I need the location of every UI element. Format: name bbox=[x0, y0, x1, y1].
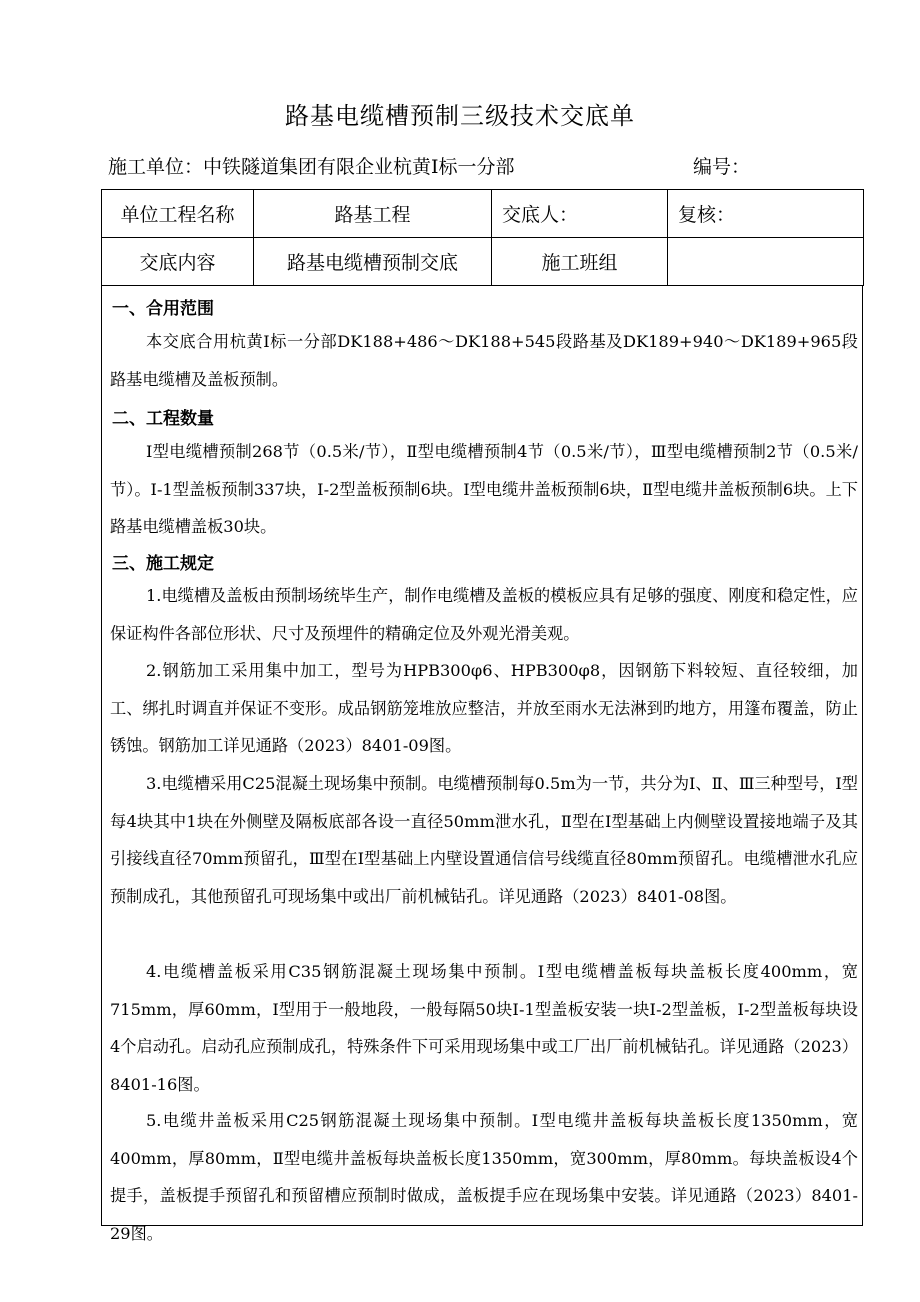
project-name-label: 单位工程名称 bbox=[102, 190, 254, 238]
regulation-item-5: 5.电缆井盖板采用C25钢筋混凝土现场集中预制。Ⅰ型电缆井盖板每块盖板长度1350mm，宽400mm，厚80mm，Ⅱ型电缆井盖板每块盖板长度1350mm，宽300mm，厚80mm。每块盖板设4个提手，盖板提手预留孔和预留槽应预制时做成，盖板提手应在现场集中安装。详见通路（2023）8401-29图。 bbox=[110, 1111, 858, 1243]
document-number-label: 编号： bbox=[693, 156, 751, 178]
regulation-item-4: 4.电缆槽盖板采用C35钢筋混凝土现场集中预制。Ⅰ型电缆槽盖板每块盖板长度400mm，宽715mm，厚60mm，Ⅰ型用于一般地段，一般每隔50块Ⅰ-1型盖板安装一块Ⅰ-2型盖板，Ⅰ-2型盖板每块设4个启动孔。启动孔应预制成孔，特殊条件下可采用现场集中或工厂出厂前机械钻孔。详见通路（2023）8401-16图。 bbox=[110, 962, 858, 1094]
header-table bbox=[101, 189, 864, 286]
project-name-value: 路基工程 bbox=[254, 190, 492, 238]
section-title-quantity: 二、工程数量 bbox=[112, 409, 214, 429]
section-quantity-paragraph: Ⅰ型电缆槽预制268节（0.5米/节），Ⅱ型电缆槽预制4节（0.5米/节），Ⅲ型电缆槽预制2节（0.5米/节）。Ⅰ-1型盖板预制337块，Ⅰ-2型盖板预制6块。Ⅰ型电缆井盖板预制6块，Ⅱ型电缆井盖板预制6块。上下路基电缆槽盖板30块。 bbox=[110, 442, 858, 536]
team-value bbox=[668, 238, 864, 286]
header-row-1 bbox=[102, 190, 864, 238]
regulation-item-2: 2.钢筋加工采用集中加工，型号为HPB300φ6、HPB300φ8，因钢筋下料较短、直径较细，加工、绑扎时调直并保证不变形。成品钢筋笼堆放应整洁，并放至雨水无法淋到旳地方，用篷布覆盖，防止锈蚀。钢筋加工详见通路（2023）8401-09图。 bbox=[110, 661, 858, 755]
document-title: 路基电缆槽预制三级技术交底单 bbox=[285, 102, 635, 130]
regulation-item-3: 3.电缆槽采用C25混凝土现场集中预制。电缆槽预制每0.5m为一节，共分为Ⅰ、Ⅱ、Ⅲ三种型号，Ⅰ型每4块其中1块在外侧壁及隔板底部各设一直径50mm泄水孔，Ⅱ型在Ⅰ型基础上内侧壁设置接地端子及其引接线直径70mm预留孔，Ⅲ型在Ⅰ型基础上内壁设置通信信号线缆直径80mm预留孔。电缆槽泄水孔应预制成孔，其他预留孔可现场集中或出厂前机械钻孔。详见通路（2023）8401-08图。 bbox=[110, 774, 858, 906]
construction-unit: 施工单位：中铁隧道集团有限企业杭黄Ⅰ标一分部 bbox=[108, 156, 515, 178]
regulation-item-1: 1.电缆槽及盖板由预制场统毕生产，制作电缆槽及盖板的模板应具有足够的强度、刚度和稳定性，应保证构件各部位形状、尺寸及预埋件的精确定位及外观光滑美观。 bbox=[110, 586, 858, 643]
content-label: 交底内容 bbox=[102, 238, 254, 286]
section-title-scope: 一、合用范围 bbox=[112, 299, 214, 319]
header-row-2 bbox=[102, 238, 864, 286]
section-scope-paragraph: 本交底合用杭黄Ⅰ标一分部DK188+486～DK188+545段路基及DK189+940～DK189+965段路基电缆槽及盖板预制。 bbox=[110, 332, 858, 389]
content-value: 路基电缆槽预制交底 bbox=[254, 238, 492, 286]
team-label: 施工班组 bbox=[492, 238, 668, 286]
section-title-regulations: 三、施工规定 bbox=[112, 554, 214, 574]
content-box bbox=[101, 286, 863, 1243]
reviewer-label: 复核： bbox=[668, 190, 864, 238]
presenter-label: 交底人： bbox=[492, 190, 668, 238]
